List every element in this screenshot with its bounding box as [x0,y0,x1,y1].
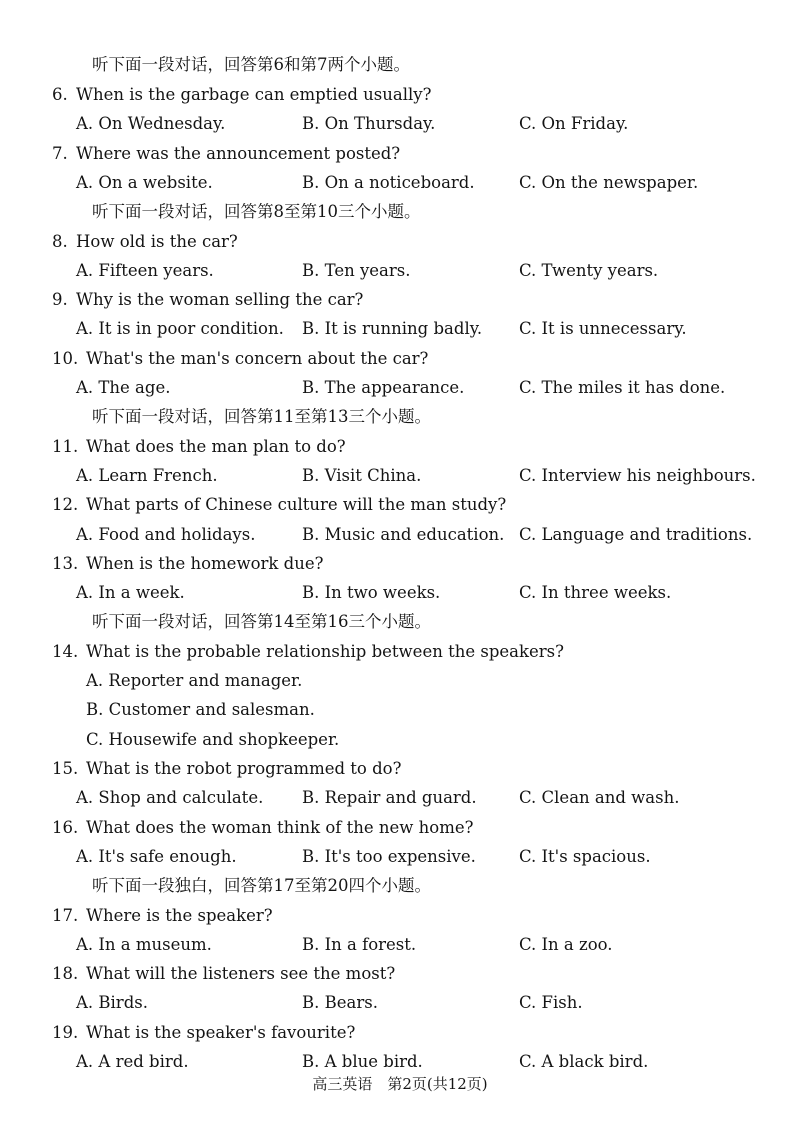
section-instruction [0,873,800,899]
option-b: B. It's too expensive. [302,847,476,866]
section-instruction-text: 听下面一段对话，回答第14至第16三个小题。 [92,612,431,631]
options-row [0,316,800,342]
section-instruction [0,52,800,78]
option-b: B. The appearance. [302,378,465,397]
options-row [0,668,800,694]
section-instruction-text: 听下面一段对话，回答第11至第13三个小题。 [92,407,431,426]
option-a: A. On a website. [76,173,213,192]
question-text: What is the speaker's favourite? [86,1023,356,1042]
option-a: A. Shop and calculate. [76,788,264,807]
option-b: B. It is running badly. [302,319,483,338]
question-text: What is the robot programmed to do? [86,759,402,778]
question-row [0,961,800,987]
option-c: C. In a zoo. [519,935,613,954]
option-b: B. On Thursday. [302,114,436,133]
options-row [0,727,800,753]
question-text: When is the homework due? [86,554,324,573]
question-number: 16. [52,818,79,837]
option-c: C. On the newspaper. [519,173,699,192]
question-row [0,141,800,167]
options-row [0,170,800,196]
options-row [0,522,800,548]
option-c: C. Twenty years. [519,261,659,280]
option-a: A. Reporter and manager. [86,671,303,690]
section-instruction [0,404,800,430]
option-b: B. Customer and salesman. [86,700,315,719]
options-row [0,375,800,401]
question-number: 13. [52,554,79,573]
option-b: B. Music and education. [302,525,505,544]
question-row [0,492,800,518]
section-instruction-text: 听下面一段对话，回答第8至第10三个小题。 [92,202,421,221]
question-number: 8. [52,232,68,251]
question-row [0,82,800,108]
question-number: 12. [52,495,79,514]
option-c: C. It is unnecessary. [519,319,687,338]
options-row [0,258,800,284]
section-instruction [0,199,800,225]
option-b: B. Visit China. [302,466,422,485]
question-number: 7. [52,144,68,163]
option-a: A. It is in poor condition. [76,319,284,338]
option-a: A. A red bird. [76,1052,189,1071]
option-c: C. It's spacious. [519,847,651,866]
option-a: A. Learn French. [76,466,218,485]
section-instruction-text: 听下面一段独白，回答第17至第20四个小题。 [92,876,431,895]
option-c: C. Fish. [519,993,583,1012]
question-row [0,903,800,929]
question-row [0,756,800,782]
option-c: C. A black bird. [519,1052,649,1071]
option-b: B. In a forest. [302,935,417,954]
section-instruction-text: 听下面一段对话，回答第6和第7两个小题。 [92,55,410,74]
question-number: 10. [52,349,79,368]
question-row [0,815,800,841]
page-footer: 高三英语 第2页(共12页) [312,1075,488,1093]
question-number: 6. [52,85,68,104]
question-number: 11. [52,437,79,456]
question-text: Why is the woman selling the car? [76,290,364,309]
option-a: A. On Wednesday. [76,114,226,133]
option-b: B. Ten years. [302,261,411,280]
option-a: A. Birds. [76,993,148,1012]
question-row [0,346,800,372]
options-row [0,580,800,606]
option-c: C. In three weeks. [519,583,672,602]
option-c: C. Language and traditions. [519,525,753,544]
options-row [0,697,800,723]
options-row [0,844,800,870]
option-b: B. Repair and guard. [302,788,477,807]
question-text: Where was the announcement posted? [76,144,401,163]
option-a: A. Fifteen years. [76,261,214,280]
option-c: C. Clean and wash. [519,788,680,807]
question-text: When is the garbage can emptied usually? [76,85,432,104]
option-b: B. A blue bird. [302,1052,423,1071]
option-a: A. Food and holidays. [76,525,256,544]
question-text: How old is the car? [76,232,238,251]
options-row [0,785,800,811]
option-a: A. In a week. [76,583,185,602]
question-text: What does the man plan to do? [86,437,346,456]
question-text: What will the listeners see the most? [86,964,396,983]
question-number: 15. [52,759,79,778]
question-row [0,1020,800,1046]
question-row [0,434,800,460]
option-c: C. On Friday. [519,114,629,133]
option-c: C. Housewife and shopkeeper. [86,730,340,749]
question-number: 18. [52,964,79,983]
question-row [0,229,800,255]
option-b: B. On a noticeboard. [302,173,475,192]
question-text: What parts of Chinese culture will the man study? [86,495,507,514]
question-number: 9. [52,290,68,309]
option-b: B. In two weeks. [302,583,441,602]
question-number: 17. [52,906,79,925]
question-number: 19. [52,1023,79,1042]
question-row [0,551,800,577]
section-instruction [0,609,800,635]
option-c: C. Interview his neighbours. [519,466,756,485]
option-a: A. The age. [76,378,171,397]
options-row [0,990,800,1016]
option-a: A. In a museum. [76,935,212,954]
options-row [0,463,800,489]
option-c: C. The miles it has done. [519,378,726,397]
option-b: B. Bears. [302,993,378,1012]
question-text: Where is the speaker? [86,906,273,925]
options-row [0,111,800,137]
question-text: What is the probable relationship between the speakers? [86,642,564,661]
option-a: A. It's safe enough. [76,847,237,866]
options-row [0,932,800,958]
question-text: What's the man's concern about the car? [86,349,429,368]
question-row [0,287,800,313]
question-number: 14. [52,642,79,661]
question-row [0,639,800,665]
question-text: What does the woman think of the new home? [86,818,474,837]
